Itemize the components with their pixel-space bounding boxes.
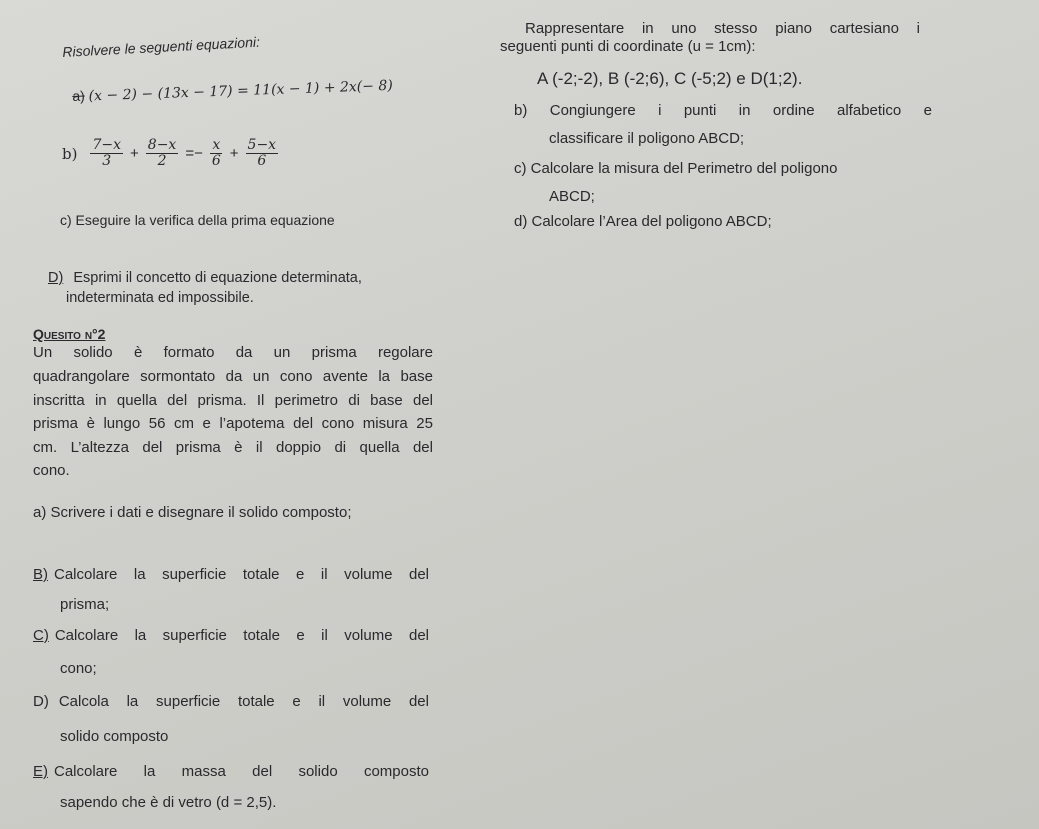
fraction-2: $\frac{8-x}{2}$ — [147, 137, 177, 169]
item-c-line1: c) Calcolare la misura del Perimetro del poligono — [514, 160, 838, 177]
equation-b-label: b) — [62, 144, 78, 163]
equation-a-label: a) — [72, 87, 86, 104]
quesito-line-5: cm. L’altezza del prisma è il doppio di quella del — [33, 439, 433, 456]
item-c-line2: ABCD; — [549, 188, 595, 205]
question-c-line2: cono; — [60, 660, 97, 677]
equation-a — [72, 77, 393, 105]
question-b-line2: prisma; — [60, 596, 110, 613]
question-c-line1: C) Calcolare la superficie totale e il volume del — [33, 627, 429, 644]
question-d-line2: solido composto — [60, 728, 169, 745]
question-a: a) Scrivere i dati e disegnare il solido composto; — [33, 504, 352, 521]
quesito-line-3: inscritta in quella del prisma. Il perimetro di base del — [33, 392, 433, 409]
fraction-3: $\frac{x}{6}$ — [211, 137, 221, 169]
question-e-line2: sapendo che è di vetro (d = 2,5). — [60, 794, 277, 811]
item-b-line2: classificare il poligono ABCD; — [549, 130, 745, 147]
fraction-4: $\frac{5-x}{6}$ — [247, 137, 277, 169]
quesito-line-1: Un solido è formato da un prisma regolare — [33, 344, 433, 361]
quesito-title: Quesito n°2 — [33, 326, 106, 342]
quesito-line-6: cono. — [33, 462, 70, 479]
operator-plus: + — [229, 145, 239, 162]
equation-a-text: (x − 2) − (13x − 17) = 11(x − 1) + 2x(− 8) — [88, 77, 394, 105]
cartesian-intro-line1: Rappresentare in uno stesso piano cartesiano i — [525, 20, 920, 37]
quesito-line-4: prisma è lungo 56 cm e l’apotema del cono misura 25 — [33, 415, 433, 432]
item-d-line2: indeterminata ed impossibile. — [66, 290, 254, 306]
operator-plus: + — [130, 145, 139, 162]
question-b-label: B) — [33, 566, 48, 583]
item-d-line1: D) Esprimi il concetto di equazione determinata, — [48, 270, 362, 286]
exercise-intro: Risolvere le seguenti equazioni: — [62, 33, 261, 60]
cartesian-points: A (-2;-2), B (-2;6), C (-5;2) e D(1;2). — [537, 69, 803, 88]
cartesian-intro-line2: seguenti punti di coordinate (u = 1cm): — [500, 38, 756, 55]
equation-b — [62, 138, 281, 169]
item-c-verify: c) Eseguire la verifica della prima equazione — [60, 212, 335, 228]
question-d-label: D) — [33, 693, 49, 710]
fraction-1: $\frac{7-x}{3}$ — [92, 137, 122, 169]
quesito-line-2: quadrangolare sormontato da un cono avente la base — [33, 368, 433, 385]
operator-equals-minus: =− — [185, 145, 203, 162]
item-d-label: D) — [48, 270, 64, 286]
question-e-line1: E) Calcolare la massa del solido composto — [33, 763, 429, 780]
question-d-line1: D) Calcola la superficie totale e il volume del — [33, 693, 429, 710]
question-c-label: C) — [33, 627, 49, 644]
question-b-line1: B) Calcolare la superficie totale e il volume del — [33, 566, 429, 583]
item-d-area: d) Calcolare l’Area del poligono ABCD; — [514, 213, 772, 230]
question-e-label: E) — [33, 763, 48, 780]
item-b-line1: b) Congiungere i punti in ordine alfabetico e — [514, 102, 932, 119]
